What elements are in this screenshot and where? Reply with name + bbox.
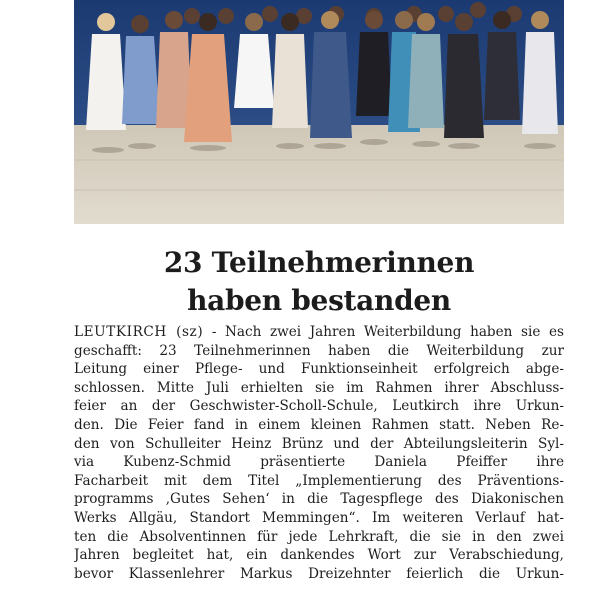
article-line-text: - Nach zwei Jahren Weiterbildung haben sie es: [203, 324, 564, 340]
group-photo-illustration: [74, 0, 564, 224]
article-line: geschafft: 23 Teilnehmerinnen haben die Weiterbildung zur: [74, 342, 564, 359]
headline-line-2: haben bestanden: [187, 284, 451, 317]
headline: [74, 244, 564, 320]
article-line: ten die Absolventinnen für jede Lehrkraft, die sie in den zwei: [74, 528, 564, 545]
article-line: via Kubenz-Schmid präsentierte Daniela Pfeiffer ihre: [74, 454, 564, 471]
dateline: LEUTKIRCH (sz): [74, 324, 204, 340]
article-line: programms ‚Gutes Sehen‘ in die Tagespflege des Diakonischen: [74, 491, 564, 508]
article-line: [74, 323, 564, 342]
article-line: Facharbeit mit dem Titel „Implementierung des Präventions-: [74, 472, 564, 489]
headline-line-1: 23 Teilnehmerinnen: [163, 246, 475, 279]
group-photo: [74, 0, 564, 224]
article-line: Jahren begleitet hat, ein dankendes Wort zur Verabschiedung,: [74, 547, 564, 564]
article-line: feier an der Geschwister-Scholl-Schule, Leutkirch ihre Urkun-: [74, 398, 564, 415]
article-line: den. Die Feier fand in einem kleinen Rahmen statt. Neben Re-: [74, 416, 564, 433]
article-line: Werks Allgäu, Standort Memmingen“. Im weiteren Verlauf hat-: [74, 509, 564, 526]
article-body: [74, 323, 564, 583]
article-line: schlossen. Mitte Juli erhielten sie im Rahmen ihrer Abschluss-: [74, 379, 564, 396]
article-line: bevor Klassenlehrer Markus Dreizehnter feierlich die Urkun-: [74, 565, 564, 582]
article-line: Leitung einer Pflege- und Funktionseinheit erfolgreich abge-: [74, 361, 564, 378]
article-line: den von Schulleiter Heinz Brünz und der Abteilungsleiterin Syl-: [74, 435, 564, 452]
